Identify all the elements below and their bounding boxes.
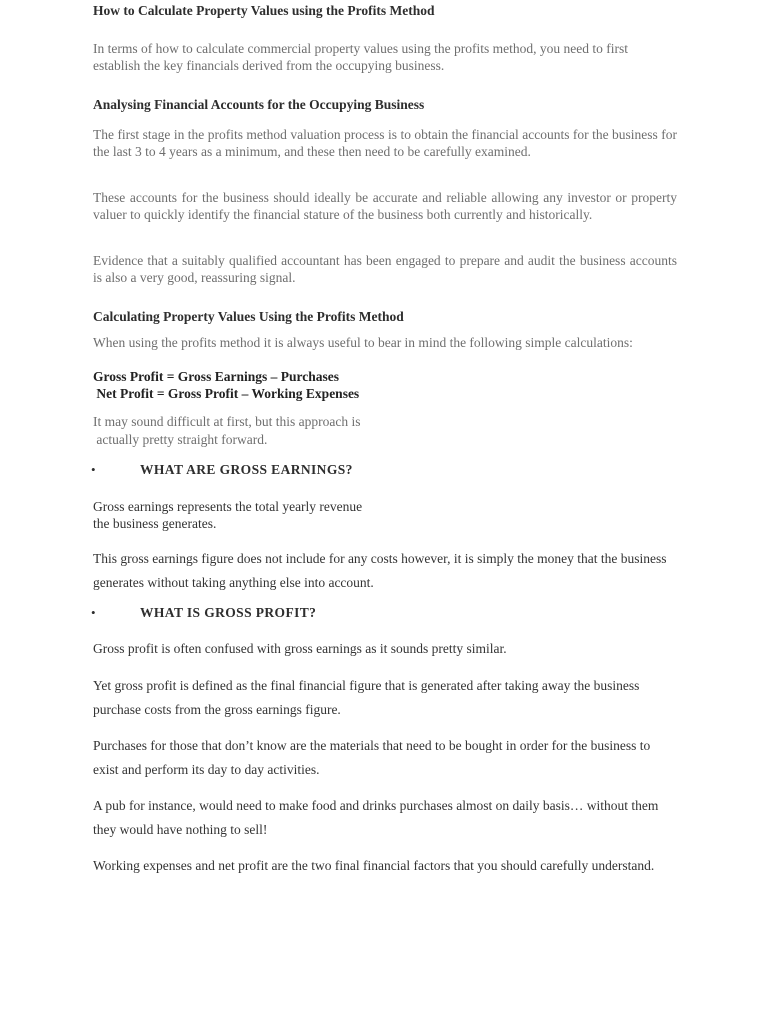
section2-paragraph-1: When using the profits method it is always useful to bear in mind the following simple calculations:	[93, 335, 633, 350]
bullet-icon: •	[91, 605, 96, 620]
section-heading-financial-accounts: Analysing Financial Accounts for the Occupying Business	[93, 97, 425, 112]
gross-earnings-line-2: the business generates.	[93, 516, 217, 531]
bullet-heading-gross-earnings	[93, 461, 677, 478]
gross-earnings-line-1: Gross earnings represents the total yearly revenue	[93, 499, 363, 514]
gross-earnings-paragraph-2: This gross earnings figure does not include for any costs however, it is simply the money that the business generates without taking anything else into account.	[93, 551, 667, 590]
gross-profit-paragraph-3: Purchases for those that don’t know are the materials that need to be bought in order for the business to exist and perform its day to day activities.	[93, 738, 651, 777]
bullet-heading-gross-profit	[93, 604, 677, 621]
formula-gross-profit: Gross Profit = Gross Earnings – Purchases	[93, 369, 339, 384]
formula-net-profit: Net Profit = Gross Profit – Working Expenses	[93, 386, 360, 401]
gross-profit-paragraph-2: Yet gross profit is defined as the final financial figure that is generated after taking away the business purchase costs from the gross earnings figure.	[93, 678, 640, 717]
gross-profit-paragraph-4: A pub for instance, would need to make food and drinks purchases almost on daily basis… without them they would have nothing to sell!	[93, 798, 659, 837]
gross-profit-paragraph-1: Gross profit is often confused with gross earnings as it sounds pretty similar.	[93, 641, 507, 656]
section2-paragraph-2-line-2: actually pretty straight forward.	[93, 432, 268, 447]
intro-paragraph: In terms of how to calculate commercial property values using the profits method, you need to first establish the key financials derived from the occupying business.	[93, 41, 628, 73]
section2-paragraph-2-line-1: It may sound difficult at first, but this approach is	[93, 414, 361, 429]
section1-paragraph-2: These accounts for the business should ideally be accurate and reliable allowing any investor or property valuer to quickly identify the financial stature of the business both currently and historically.	[93, 190, 677, 222]
section-heading-calculating-values: Calculating Property Values Using the Profits Method	[93, 309, 404, 324]
bullet-heading-text: WHAT IS GROSS PROFIT?	[140, 605, 317, 620]
gross-profit-paragraph-5: Working expenses and net profit are the two final financial factors that you should carefully understand.	[93, 858, 655, 873]
section1-paragraph-1: The first stage in the profits method valuation process is to obtain the financial accounts for the business for the last 3 to 4 years as a minimum, and these then need to be carefully examined.	[93, 127, 677, 159]
section1-paragraph-3: Evidence that a suitably qualified accountant has been engaged to prepare and audit the business accounts is also a very good, reassuring signal.	[93, 253, 677, 285]
document-title: How to Calculate Property Values using the Profits Method	[93, 3, 435, 18]
bullet-icon: •	[91, 462, 96, 477]
bullet-heading-text: WHAT ARE GROSS EARNINGS?	[140, 462, 353, 477]
